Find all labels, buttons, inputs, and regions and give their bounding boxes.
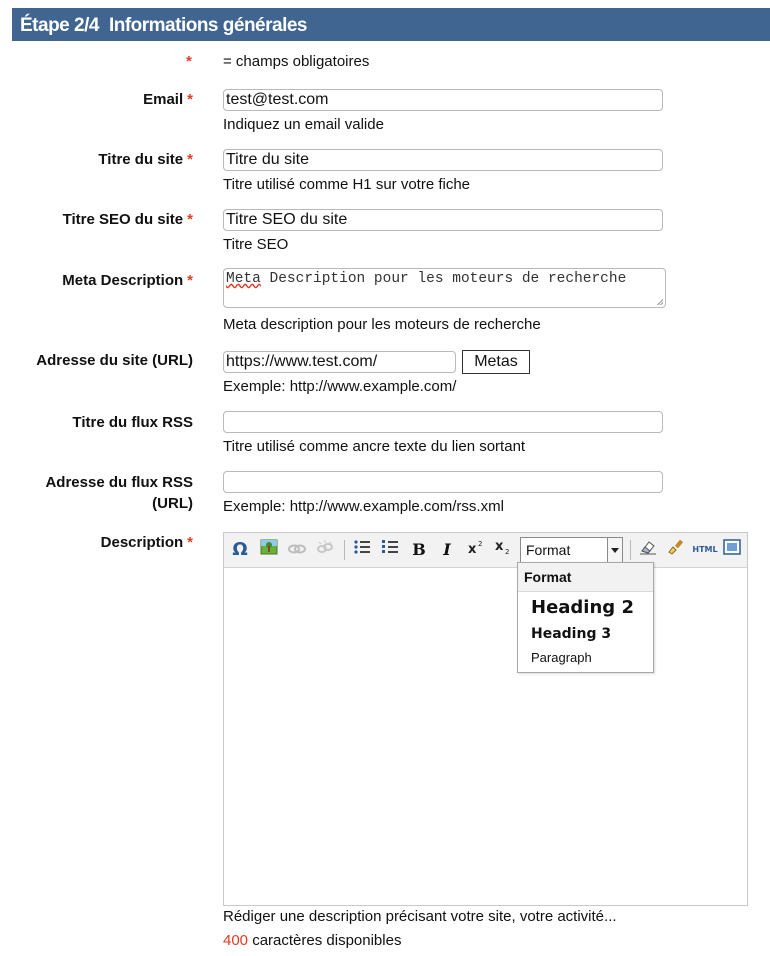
site-url-help: Exemple: http://www.example.com/ [223,378,457,395]
meta-description-label: Meta Description * [62,272,193,289]
seo-title-field[interactable]: Titre SEO du site [223,209,663,231]
step-title: Informations générales [108,15,307,36]
metas-button[interactable]: Metas [462,350,530,374]
site-title-label: Titre du site * [98,151,193,168]
seo-title-label: Titre SEO du site * [62,211,193,228]
chars-available-count: 400 [223,932,249,949]
special-char-icon[interactable]: Ω [232,539,248,560]
rss-title-field[interactable] [223,411,663,433]
format-option-heading-2[interactable]: Heading 2 [531,597,634,618]
resize-handle[interactable] [657,299,663,305]
step-indicator: Étape 2/4 [20,15,99,36]
character-counter: 400 caractères disponibles [223,932,402,949]
site-url-field[interactable]: https://www.test.com/ [223,351,456,373]
format-select[interactable] [520,537,623,563]
site-title-help: Titre utilisé comme H1 sur votre fiche [223,176,471,193]
required-note: = champs obligatoires [223,53,370,70]
email-field[interactable]: test@test.com [223,89,663,111]
meta-description-textarea[interactable]: Meta Description pour les moteurs de recherche [223,268,666,308]
subscript-icon[interactable] [492,539,514,561]
maximize-icon[interactable] [721,539,743,561]
svg-text:x: x [468,542,477,555]
paste-clean-icon[interactable] [665,539,687,561]
format-menu-header: Format [518,563,653,592]
link-icon[interactable] [286,539,308,561]
bold-icon[interactable]: B [412,540,426,559]
svg-text:2: 2 [478,540,483,548]
html-source-icon[interactable]: HTML [692,545,718,554]
svg-text:2: 2 [505,548,510,555]
description-editor[interactable] [223,532,748,906]
email-label: Email * [143,91,193,108]
format-option-paragraph[interactable]: Paragraph [531,650,592,665]
description-help: Rédiger une description précisant votre site, votre activité... [223,908,617,925]
rss-url-field[interactable] [223,471,663,493]
format-dropdown-menu [517,562,654,673]
rss-title-help: Titre utilisé comme ancre texte du lien sortant [223,438,526,455]
format-select-value: Format [526,542,571,558]
format-option-heading-3[interactable]: Heading 3 [531,626,612,642]
italic-icon[interactable]: I [443,540,451,559]
seo-title-help: Titre SEO [223,236,289,253]
editor-toolbar [224,533,747,568]
remove-format-icon[interactable] [637,539,659,561]
step-header [12,8,770,41]
toolbar-separator [630,540,631,560]
required-asterisk: * [186,53,192,70]
svg-text:x: x [495,539,504,554]
rss-url-label: Adresse du flux RSS (URL) [45,474,193,512]
rss-url-help: Exemple: http://www.example.com/rss.xml [223,498,504,515]
bulleted-list-icon[interactable] [351,539,373,561]
site-url-label: Adresse du site (URL) [36,352,193,369]
rss-title-label: Titre du flux RSS [72,414,193,431]
chevron-down-icon[interactable] [607,538,622,562]
description-label: Description * [100,534,193,551]
email-help: Indiquez un email valide [223,116,384,133]
image-icon[interactable] [258,539,280,561]
site-title-field[interactable]: Titre du site [223,149,663,171]
numbered-list-icon[interactable] [379,539,401,561]
toolbar-separator [344,540,345,560]
superscript-icon[interactable] [465,539,487,561]
meta-description-help: Meta description pour les moteurs de recherche [223,316,541,333]
unlink-icon[interactable] [314,539,336,561]
